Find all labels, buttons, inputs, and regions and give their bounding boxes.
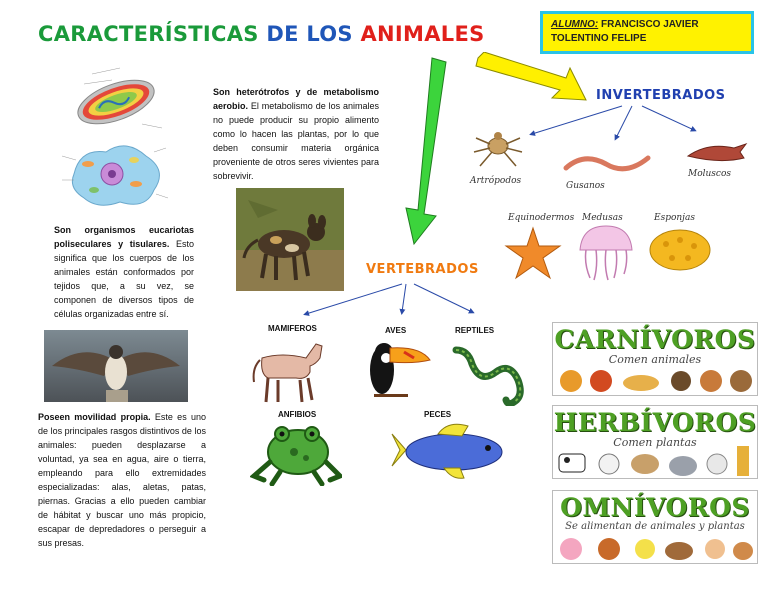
horse-icon <box>248 336 334 406</box>
vertebrate-label-reptiles: REPTILES <box>455 326 495 335</box>
title-part-1: CARACTERÍSTICAS <box>38 22 259 46</box>
herbivore-animals-icon <box>553 446 757 478</box>
vertebrate-label-mammals: MAMIFEROS <box>268 324 317 333</box>
invertebrates-heading: INVERTEBRADOS <box>596 88 726 103</box>
mobility-body-text: Este es uno de los principales rasgos distintivos de los animales: pueden desplazarse a voluntad, ya sea en agua, aire o tierra, empleando para ello extremidades especializadas: alas, aletas, patas, piernas. Gracias a ello pueden cambiar de hábitat y buscar uno más propicio, escapar de depredadores o perseguir a sus presas. <box>38 412 206 548</box>
student-name-line-2: TOLENTINO FELIPE <box>551 33 647 44</box>
green-arrow-down <box>392 54 462 250</box>
diet-desc-herbivores: Comen plantas <box>613 436 697 449</box>
mobility-bold-text: Poseen movilidad propia. <box>38 412 151 422</box>
metabolism-body-text: El metabolismo de los animales no puede producir su propio alimento como lo hacen las plantas, por lo que deben consumir materia orgánica proveniente de otros seres vivientes para sobrevivir. <box>213 101 379 181</box>
page-title <box>38 22 485 46</box>
invertebrate-label-worms: Gusanos <box>566 181 605 191</box>
title-part-2: DE LOS <box>266 22 353 46</box>
diet-name-carnivores: CARNÍVOROS <box>554 325 756 354</box>
student-label: ALUMNO: <box>551 19 599 30</box>
diet-desc-carnivores: Comen animales <box>608 353 702 366</box>
diet-banner-omnivores <box>552 490 758 564</box>
starfish-icon <box>504 226 562 280</box>
mobility-paragraph <box>38 410 206 550</box>
sponge-icon <box>648 226 712 274</box>
carnivore-animals-icon <box>553 363 757 395</box>
vertebrate-label-amphibians: ANFIBIOS <box>278 410 317 419</box>
invertebrates-connectors <box>524 100 724 142</box>
toucan-icon <box>364 340 434 404</box>
diet-name-omnivores: OMNÍVOROS <box>560 493 750 522</box>
frog-icon <box>250 420 342 486</box>
diet-banner-carnivores <box>552 322 758 396</box>
wild-dog-photo <box>236 188 344 291</box>
omnivore-animals-icon <box>553 531 757 563</box>
cells-body-text: Esto significa que los cuerpos de los animales están conformados por tejidos que, a su vez, se componen de diversos tipos de células organizadas entre sí. <box>54 239 194 319</box>
student-name-line-1: FRANCISCO JAVIER <box>601 19 699 30</box>
metabolism-bold-text: Son heterótrofos y de metabolismo aerobio. <box>213 87 379 111</box>
vertebrate-label-fish: PECES <box>424 410 452 419</box>
falcon-photo <box>44 330 188 402</box>
invertebrate-label-sponges: Esponjas <box>654 213 695 223</box>
cells-bold-text: Son organismos eucariotas poliseculares y tisulares. <box>54 225 194 249</box>
diet-name-herbivores: HERBÍVOROS <box>553 408 757 437</box>
yellow-arrow-right <box>474 52 590 104</box>
diet-banner-herbivores <box>552 405 758 479</box>
mollusk-icon <box>684 138 750 164</box>
worm-icon <box>562 150 652 180</box>
invertebrate-label-arthropods: Artrópodos <box>470 176 522 186</box>
metabolism-paragraph <box>213 85 379 183</box>
vertebrate-label-birds: AVES <box>385 326 407 335</box>
vertebrates-heading: VERTEBRADOS <box>366 262 479 277</box>
bacteria-cell-diagram <box>62 62 170 134</box>
vertebrates-connectors <box>290 280 490 320</box>
invertebrate-label-echinoderms: Equinodermos <box>508 213 575 223</box>
student-box <box>540 11 754 54</box>
snake-icon <box>452 340 534 406</box>
fish-icon <box>388 418 512 482</box>
jellyfish-icon <box>574 222 636 284</box>
animal-cell-diagram <box>56 136 174 208</box>
diet-desc-omnivores: Se alimentan de animales y plantas <box>565 521 745 532</box>
arthropod-icon <box>470 124 526 172</box>
invertebrate-label-jellyfish: Medusas <box>582 213 623 223</box>
title-part-3: ANIMALES <box>360 22 485 46</box>
cells-paragraph <box>54 223 194 321</box>
invertebrate-label-mollusks: Moluscos <box>688 169 732 179</box>
